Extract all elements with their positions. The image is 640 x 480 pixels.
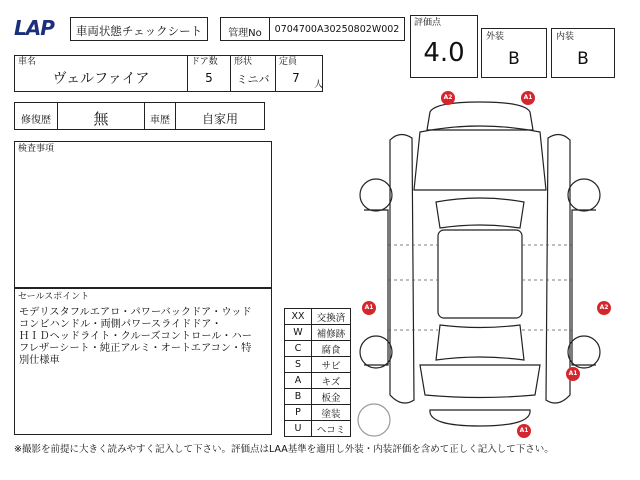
legend-code: P xyxy=(285,405,312,421)
capacity-box xyxy=(275,55,323,92)
legend-meaning: ヘコミ xyxy=(312,421,351,437)
legend-code: S xyxy=(285,357,312,373)
repair-value-box xyxy=(57,102,145,130)
repair-value: 無 xyxy=(93,110,109,128)
vehicle-name-label: 車名 xyxy=(18,57,37,67)
shape-value: ミニバ xyxy=(236,73,270,86)
inspection-label: 検査事項 xyxy=(18,144,55,154)
capacity-label: 定員 xyxy=(279,57,298,67)
legend-row xyxy=(285,405,351,421)
sales-text xyxy=(19,307,252,367)
shape-box xyxy=(230,55,276,92)
damage-marker: A2 xyxy=(441,91,455,105)
repair-label: 修復歴 xyxy=(21,115,51,126)
legend-code: C xyxy=(285,341,312,357)
capacity-unit: 人 xyxy=(314,80,324,90)
mgmt-label-box xyxy=(220,17,270,41)
legend-meaning: キズ xyxy=(312,373,351,389)
vehicle-name-box xyxy=(14,55,188,92)
doors-value: 5 xyxy=(205,71,213,85)
sheet-title: 車両状態チェックシート xyxy=(75,24,203,38)
legend-meaning: 塗装 xyxy=(312,405,351,421)
capacity-value: 7 xyxy=(292,71,300,85)
damage-marker: A1 xyxy=(566,367,580,381)
sales-line: ＨＩＤヘッドライト・クルーズコントロール・ハー xyxy=(19,331,252,342)
repair-label-box xyxy=(14,102,58,130)
sales-line: フレザーシート・純正アルミ・オートエアコン・特 xyxy=(19,343,252,354)
mgmt-no: 0704700A30250802W002 xyxy=(274,24,400,35)
score-value: 4.0 xyxy=(423,38,465,68)
legend-meaning: 腐食 xyxy=(312,341,351,357)
usage-value: 自家用 xyxy=(201,112,238,126)
score-box xyxy=(410,15,478,78)
legend-row xyxy=(285,325,351,341)
usage-label: 車歴 xyxy=(150,115,170,126)
exterior-label: 外装 xyxy=(486,32,505,42)
usage-value-box xyxy=(175,102,265,130)
mgmt-no-box xyxy=(269,17,405,41)
sales-box xyxy=(14,288,272,435)
footer-note: ※撮影を前提に大きく読みやすく記入して下さい。評価点はLAA基準を適用し外装・内装評価を含めて正しく記入して下さい。 xyxy=(14,444,554,455)
damage-legend xyxy=(284,308,351,437)
legend-meaning: 交換済 xyxy=(312,309,351,325)
shape-label: 形状 xyxy=(234,57,253,67)
damage-marker: A2 xyxy=(597,301,611,315)
lap-logo: LAP xyxy=(14,18,66,38)
damage-marker: A1 xyxy=(521,91,535,105)
sales-line: 別仕様車 xyxy=(19,355,60,366)
legend-code: XX xyxy=(285,309,312,325)
legend-code: W xyxy=(285,325,312,341)
doors-label: ドア数 xyxy=(191,57,218,67)
vehicle-name: ヴェルファイア xyxy=(52,71,150,87)
doors-box xyxy=(187,55,231,92)
interior-box xyxy=(551,28,615,78)
legend-row xyxy=(285,309,351,325)
sheet-title-box xyxy=(70,17,208,41)
interior-grade: B xyxy=(577,49,589,69)
legend-code: B xyxy=(285,389,312,405)
legend-meaning: サビ xyxy=(312,357,351,373)
legend-row xyxy=(285,421,351,437)
exterior-grade: B xyxy=(508,49,520,69)
legend-row xyxy=(285,341,351,357)
legend-row xyxy=(285,357,351,373)
damage-marker: A1 xyxy=(517,424,531,438)
car-diagram xyxy=(350,90,630,440)
score-label: 評価点 xyxy=(414,18,442,28)
exterior-box xyxy=(481,28,547,78)
sales-line: モデリスタフルエアロ・パワーバックドア・ウッド xyxy=(19,307,252,318)
usage-label-box xyxy=(144,102,176,130)
interior-label: 内装 xyxy=(556,32,575,42)
legend-meaning: 板金 xyxy=(312,389,351,405)
mgmt-label: 管理No xyxy=(228,28,262,39)
legend-code: A xyxy=(285,373,312,389)
legend-row xyxy=(285,373,351,389)
sales-line: コンビハンドル・両側パワースライドドア・ xyxy=(19,319,222,330)
damage-marker: A1 xyxy=(362,301,376,315)
sales-label: セールスポイント xyxy=(18,292,90,302)
inspection-box xyxy=(14,141,272,288)
legend-row xyxy=(285,389,351,405)
legend-code: U xyxy=(285,421,312,437)
legend-meaning: 補修跡 xyxy=(312,325,351,341)
